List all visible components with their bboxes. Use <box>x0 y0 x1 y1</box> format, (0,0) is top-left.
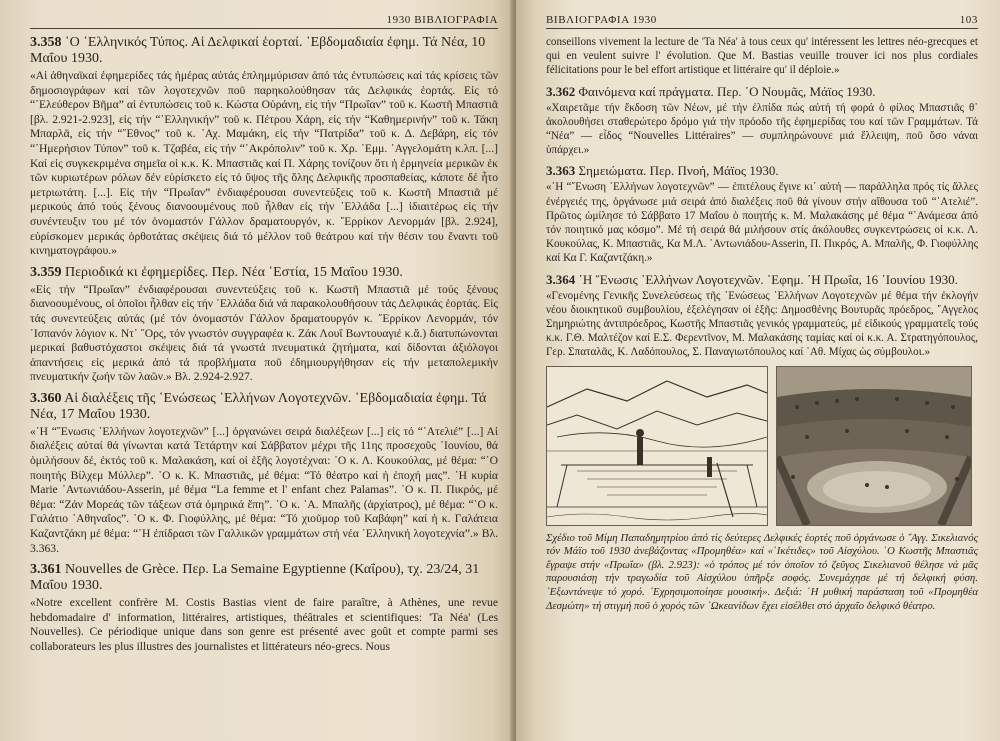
entry-heading <box>30 562 498 594</box>
figures-row <box>546 366 978 526</box>
theatre-photo-illustration <box>776 366 972 526</box>
entry-heading <box>30 391 498 423</box>
entry-3363 <box>546 163 978 265</box>
right-running-head <box>546 14 978 29</box>
entry-number: 3.361 <box>30 562 62 578</box>
entry-body: «Γενομένης Γενικῆς Συνελεύσεως τῆς ῾Ενώσεως ῾Ελλήνων Λογοτεχνῶν μέ θέμα τήν ἐκλογήν νέου διοικητικοῦ συμβουλίου, ἐξελέγησαν οἱ ἑξῆς: Δημοσθένης Βουτυρᾶς πρόεδρος, ῎Αγγελος Σημηριώτης ἀντιπρόεδρος, Κωστῆς Μπαστιᾶς γενικός γραμματεύς, μέ εἰδικούς γραμματεῖς τούς κ.κ. Γ.Θ. Μαλτέζον καί Ε.Σ. Φερεντῖνον, Μ. Μαλακάσης ταμίας καί οἱ κ.κ. Α. Στρατηγόπουλος, Γερ. Σπαταλᾶς, Κ. Λαδόπουλος, Σ. Παναγιωτόπουλος καί ᾽Αθ. Μίχας ὡς σύμβουλοι.» <box>546 289 978 359</box>
entry-heading <box>546 163 978 178</box>
entry-number: 3.358 <box>30 35 62 50</box>
entry-body: «῾Η “῞Ενωση ῾Ελλήνων λογοτεχνῶν” — ἐπιτέλους ἔγινε κι᾽ αὐτή — παράλληλα πρός τίς ἄλλες ἐνέργειές της, ὀργάνωσε μιά σειρά ἀπό διαλέξεις ποῦ θά γίνουν στήν αἴθουσα τοῦ “᾽Ατελιέ”. Πρῶτος ὡμίλησε τό Σάββατο 17 Μαΐου ὁ ποιητής κ. Μ. Μαλακάσης μέ θέμα “῾Ανάμεσα ἀπό τόν ποιητικό μας κόσμο”. Μέ τή σειρά θά μιλήσουν στίς ἀκόλουθες συγκεντρώσεις οἱ κ.κ. Λ. Κουκούλας, Κ. Μπαστιᾶς, Κα Μ.Λ. ᾽Αντωνιάδου-Asserin, Π. Πικρός, Α. Μπαλῆς, Φ. Γιοφύλλης καί Κα Γ. Καζαντζάκη.» <box>546 181 978 265</box>
left-running-head-text: 1930 ΒΙΒΛΙΟΓΡΑΦΙΑ <box>386 14 498 26</box>
entry-title: Αἱ διαλέξεις τῆς ῾Ενώσεως ῾Ελλήνων Λογοτεχνῶν. ῾Εβδομαδιαία ἐφημ. Τά Νέα, 17 Μαΐου 1930. <box>30 390 487 422</box>
entry-3360 <box>30 391 498 556</box>
entry-number: 3.363 <box>546 163 576 179</box>
figure-caption: Σχέδιο τοῦ Μίμη Παπαδημητρίου ἀπό τίς δεύτερες Δελφικές ἑορτές ποῦ ὀργάνωσε ὁ ῎Αγγ. Σικελιανός τόν Μάϊο τοῦ 1930 ἀνεβάζοντας «Προμηθέα» καί «῾Ικέτιδες» τοῦ Αἰσχύλου. ῾Ο Κωστῆς Μπαστιᾶς ἔγραψε στήν «Πρωΐα» (βλ. 2.923): «ὁ τρόπος μέ τόν ὁποῖον τό ζεῦγος Σικελιανοῦ θέλησε νά μᾶς παρουσιάσῃ τήν τραγωδία τοῦ Αἰσχύλου ὑπῆρξε σοφός. Συνεμάχησε μέ τή δελφική φύση. ᾽Εξωντάνεψε τό χορό. ᾽Εχρησιμοποίησε μουσική». Δεξιά: ῾Η μυθική παράσταση τοῦ «Προμηθέα Δεσμώτη» τή στιγμή ποῦ ὁ χορός τῶν ᾽Ωκεανίδων ἔχει εἰσέλθει στό ἀρχαῖο δελφικό θέατρο. <box>546 531 978 612</box>
entry-title: ῾Ο ῾Ελληνικός Τύπος. Αἱ Δελφικαί ἑορταί. ῾Εβδομαδιαία ἐφημ. Τά Νέα, 10 Μαΐου 1930. <box>30 35 486 66</box>
entry-heading <box>546 84 978 99</box>
continuation-text: conseillons vivement la lecture de 'Ta Néa' à tous ceux qu' intéressent les lettres néo-grecques et qui en veulent suivre l' évolution. Que M. Bastias veuille trouver ici nos plus cordiales félicitations pour le bel effort artistique et littéraire qu' il déploie.» <box>546 36 978 77</box>
entry-3359 <box>30 265 498 385</box>
delphi-drawing-illustration <box>546 366 768 526</box>
entry-title: Περιοδικά κι ἐφημερίδες. Περ. Νέα ῾Εστία, 15 Μαΐου 1930. <box>65 264 403 280</box>
entry-number: 3.364 <box>546 271 576 287</box>
entry-title: Σημειώματα. Περ. Πνοή, Μάϊος 1930. <box>578 163 779 179</box>
entry-body: «Notre excellent confrère M. Costis Bastias vient de faire paraître, à Athènes, une revue hebdomadaire d' information, littéraires, artistiques, théâtrales et scientifiques: 'Ta Néa' (Les Nouvelles). Ce périodique unique dans son genre est présenté avec goût et compte parmi ses collaborateurs les plus illustres des journalistes et littérateurs néo-grecs. Nous <box>30 596 498 653</box>
entry-3364 <box>546 272 978 360</box>
entry-title: ῾Η ῞Ενωσις ῾Ελλήνων Λογοτεχνῶν. ᾽Εφημ. ῾Η Πρωΐα, 16 ᾽Ιουνίου 1930. <box>578 271 958 287</box>
entry-3362 <box>546 84 978 158</box>
entry-number: 3.360 <box>30 390 62 406</box>
entry-title: Φαινόμενα καί πράγματα. Περ. ῾Ο Νουμᾶς, Μάϊος 1930. <box>578 83 876 99</box>
page-number: 103 <box>959 14 978 26</box>
entry-body: «῾Η “῞Ενωσις ῾Ελλήνων λογοτεχνῶν” [...] ὀργανώνει σειρά διαλέξεων [...] εἰς τό “᾽Ατελιέ” [...] Αἱ διαλέξεις αὐταί θά γίνωνται κατά Τετάρτην καί Σάββατον μέχρι τῆς 11ης προσεχοῦς ᾽Ιουνίου, θά ὁμιλήσουν δέ, ἐκτός τοῦ κ. Μαλακάση, καί οἱ ἑξῆς λογοτέχναι: ῾Ο κ. Λ. Κουκούλας, μέ θέμα: “῾Ο ποιητής Βίλχεμ Μύλλερ”. ῾Ο κ. Κ. Μπαστιᾶς, μέ θέμα: “Τό θέατρο καί ἡ ἐποχή μας”. ῾Η κυρία Marie ᾽Αντωνιάδου-Asserin, μέ θέμα “La femme et l' enfant chez Palamas”. ῾Ο κ. Π. Πικρός, μέ θέμα: “Ζάν Μορεάς τῶν τάξεων στά ὁμηρικά ἔπη”. ῾Ο κ. ᾽Α. Μπαλῆς (ἀρχίατρος), μέ θέμα: “῾Ο κ. Γαλάτιο ᾽Αθηναΐος”. ῾Ο κ. Φ. Γιοφύλλης, μέ θέμα: “Τό χιοῦμορ τοῦ Καβάφη” καί ἡ κ. Γαλάτεια Καζαντζάκη μέ θέμα: “῾Η ἐπίδρασι τῶν Γαλλικῶν γραμμάτων στή νέα ῾Ελληνική λογοτεχνία”.» Βλ. 3.363. <box>30 424 498 555</box>
entry-title: Nouvelles de Grèce. Περ. La Semaine Egyptienne (Καΐρου), τχ. 23/24, 31 Μαΐου 1930. <box>30 562 480 594</box>
right-page <box>516 0 1000 741</box>
left-running-head <box>30 14 498 29</box>
entry-number: 3.359 <box>30 264 62 280</box>
entry-3358 <box>30 35 498 259</box>
entry-body: «Εἰς τήν “Πρωΐαν” ἐνδιαφέρουσαι συνεντεύξεις τοῦ κ. Κωστῆ Μπαστιᾶ μέ τούς ξένους διανοουμένους, οἱ ὁποῖοι ἦλθαν εἰς τήν ῾Ελλάδα διά νά παρακολουθήσουν τάς Δελφικάς ἑορτάς. Εἰς τάς συνεντεύξεις αὐτάς (μέ τόν ὀνομαστόν Γάλλον δραματουργόν κ. ῎Ερρίκον Λενορμάν, τόν ῾Ισπανόν λόγιον κ. Ντ᾽ ῞Ορς, τόν γνωστόν συγγραφέα κ. Ζάκ Λουΐ Βωντουαγιέ κ.ἄ.) διατυπώνονται μερικαί βαθυστόχαστοι σκέψεις διά τά γνωστά πνευματικά ζητήματα, καί δίδονται ἀξιόλογοι ἀπαντήσεις εἰς μερικά ἀπό τά προβλήματα ποῦ ἐδημιουργήθησαν εἰς τήν μεταπολεμικήν πνευματικήν ζωήν τῶν λαῶν.» Βλ. 2.924-2.927. <box>30 282 498 384</box>
entry-body: «Αἱ ἀθηναϊκαί ἐφημερίδες τάς ἡμέρας αὐτάς ἐπλημμύρισαν ἀπό τάς ἐντυπώσεις καί τάς κρίσεις τῶν δημοσιογράφων καί τῶν λογοτεχνῶν ποῦ παρηκολούθησαν τάς Δελφικάς ἑορτάς. Εἰς τό “῾Ελεύθερον Βῆμα” αἱ ἐντυπώσεις τοῦ κ. Κώστα Οὐράνη, εἰς τήν “Πρωΐαν” τοῦ κ. Κωστῆ Μπαστιᾶ [βλ. 2.921-2.923], εἰς τήν “῾Ελληνικήν” τοῦ κ. Πέτρου Χάρη, εἰς τήν “Καθημερινήν” τοῦ κ. Τάκη Μπαρλᾶ, εἰς τήν “῎Εθνος” τοῦ κ. ᾽Αχ. Μαμάκη, εἰς τήν “Πατρίδα” τοῦ κ. Δ. Δεβάρη, εἰς τόν “῾Ημερήσιον Τύπον” τοῦ κ. Τζαβέα, εἰς τήν “᾽Ακρόπολιν” τοῦ κ. Χρ. ᾽Εμμ. ᾽Αγγελομάτη κ.λπ. [...] Καί εἰς συγκεκριμένα σημεῖα οἱ κ.κ. Κ. Μπαστιᾶς καί Π. Χάρης τονίζουν ὅτι ἡ ἑρμηνεία μερικῶν ἐκ τῶν κυριωτέρων ρόλων δέν εὑρίσκετο εἰς τό ὕψος τῆς ὅλης Δελφικῆς προσπαθείας, κάποτε δέ ἦτο μετριωτάτη. [...]. Εἰς τήν “Πρωΐαν” ἐνδιαφέρουσαι συνεντεύξεις τοῦ κ. Κωστῆ Μπαστιᾶ μέ μερικούς ἀπό τούς ξένους διανοουμένους ποῦ ἦλθαν εἰς τήν ῾Ελλάδα [...] ἰδιαιτέρως εἰς τήν συνέντευξιν του μέ τόν ὀνομαστόν Γάλλον δραματουργόν, κ. ῎Ερρίκον Λενορμάν [βλ. 2.924], εὑρίσκομεν μερικάς ὀρθοτάτας σκέψεις διά τό μέλλον τοῦ θεάτρου καί τήν θέσιν του ἔναντι τοῦ κινηματογράφου.» <box>30 69 498 258</box>
entry-3361 <box>30 562 498 654</box>
entry-heading <box>546 272 978 287</box>
entry-number: 3.362 <box>546 83 576 99</box>
entry-heading <box>30 35 498 67</box>
right-running-head-text: ΒΙΒΛΙΟΓΡΑΦΙΑ 1930 <box>546 14 657 26</box>
entry-heading <box>30 265 498 281</box>
entry-body: «Χαιρετᾶμε τήν ἔκδοση τῶν Νέων, μέ τήν ἐλπίδα πώς αὐτή τή φορά ὁ φίλος Μπαστιᾶς θ᾽ ἀκολουθήσει σταθερώτερο δρόμο γιά τήν πρόοδο τῆς ἐφημερίδας του καί τῶν Γραμμάτων. Τά “Νέα” — εἶδος “Nouvelles Littéraires” — συμπληρώνουνε μιά ἔλλειψη, ποῦ ὅσο νάναι ὑπάρχει.» <box>546 101 978 157</box>
